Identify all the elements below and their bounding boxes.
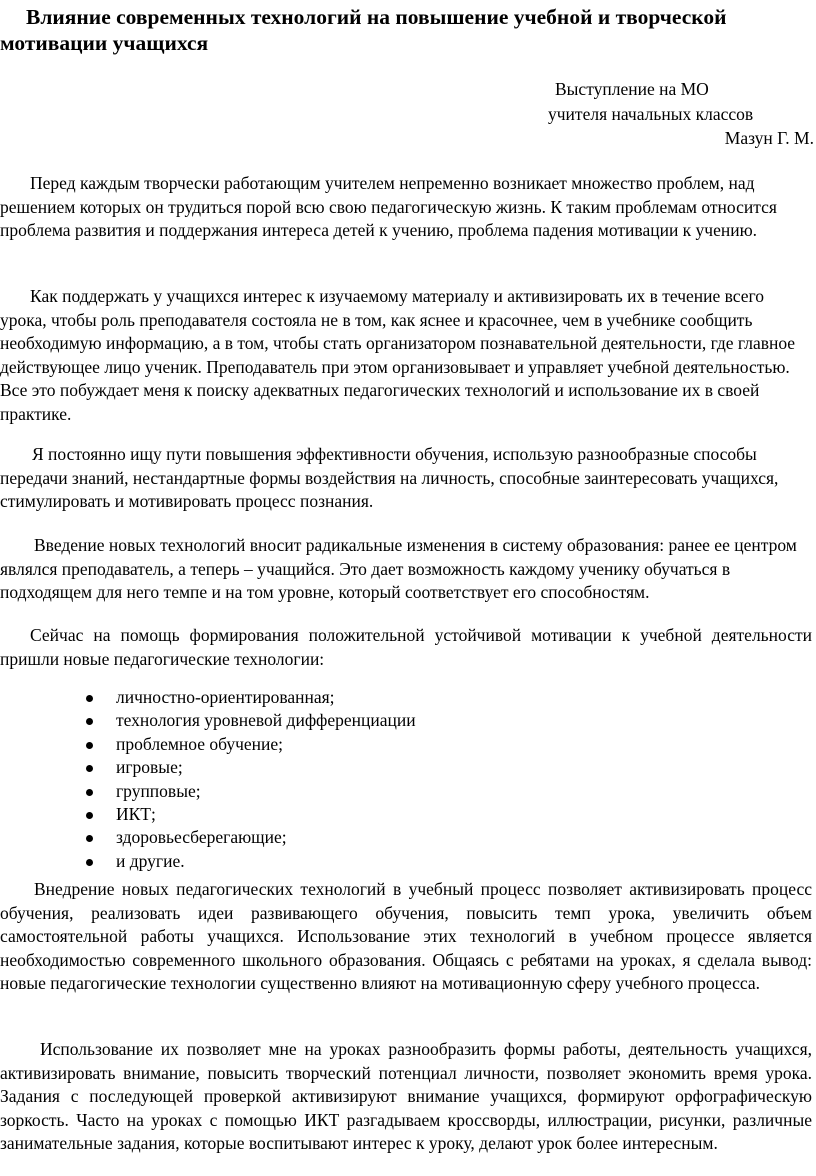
- paragraph-7: Использование их позволяет мне на уроках разнообразить формы работы, деятельность учащихся, активизировать внимание, повысить творческий потенциал личности, позволяет экономить время урока. Задания с последующей проверкой активизируют внимание учащихся, формируют орфографическую зоркость. Часто на уроках с помощью ИКТ разгадываем кроссворды, иллюстрации, рисунки, различные занимательные задания, которые воспитывают интерес к уроку, делают урок более интересным.: [0, 1039, 812, 1153]
- list-item: игровые;: [0, 756, 416, 779]
- paragraph-3: Я постоянно ищу пути повышения эффективности обучения, использую разнообразные способы передачи знаний, нестандартные формы воздействия на личность, способные заинтересовать учащихся, стимулировать и мотивировать процесс познания.: [0, 444, 779, 511]
- document-title: Влияние современных технологий на повышение учебной и творческой мотивации учащихся: [0, 5, 727, 55]
- paragraph-2: Как поддержать у учащихся интерес к изучаемому материалу и активизировать их в течение всего урока, чтобы роль преподавателя состояла не в том, как яснее и красочнее, чем в учебнике сообщить необходимую информацию, а в том, чтобы стать организатором познавательной деятельности, где главное действующее лицо ученик. Преподаватель при этом организовывает и управляет учебной деятельностью. Все это побуждает меня к поиску адекватных педагогических технологий и использование их в своей практике.: [0, 286, 796, 424]
- author-line-3: Мазун Г. М.: [724, 128, 814, 148]
- bullet-icon: [86, 835, 93, 842]
- list-item: личностно-ориентированная;: [0, 686, 416, 709]
- paragraph-6: Внедрение новых педагогических технологий в учебный процесс позволяет активизировать процесс обучения, реализовать идеи развивающего обучения, повысить темп урока, увеличить объем самостоятельной работы учащихся. Использование этих технологий в учебном процессе является необходимостью современного школьного образования. Общаясь с ребятами на уроках, я сделала вывод: новые педагогические технологии существенно влияют на мотивационную сферу учебного процесса.: [0, 879, 812, 993]
- list-item: групповые;: [0, 780, 416, 803]
- paragraph-4: Введение новых технологий вносит радикальные изменения в систему образования: ранее ее центром являлся преподаватель, а теперь – учащийся. Это дает возможность каждому ученику обучаться в подходящем для него темпе и на том уровне, который соответствует его способностям.: [0, 535, 797, 602]
- list-item: и другие.: [0, 850, 416, 873]
- bullet-icon: [86, 859, 93, 866]
- bullet-icon: [86, 695, 93, 702]
- paragraph-5: Сейчас на помощь формирования положительной устойчивой мотивации к учебной деятельности пришли новые педагогические технологии:: [0, 625, 812, 669]
- paragraph-1: Перед каждым творчески работающим учителем непременно возникает множество проблем, над решением которых он трудиться порой всю свою педагогическую жизнь. К таким проблемам относится проблема развития и поддержания интереса детей к учению, проблема падения мотивации к учению.: [0, 173, 777, 240]
- bullet-icon: [86, 718, 93, 725]
- bullet-icon: [86, 812, 93, 819]
- author-line-2: учителя начальных классов: [548, 104, 754, 124]
- list-item: здоровьесберегающие;: [0, 826, 416, 849]
- list-item: проблемное обучение;: [0, 733, 416, 756]
- list-item: технология уровневой дифференциации: [0, 709, 416, 732]
- author-line-1: Выступление на МО: [555, 79, 709, 99]
- technology-list: [0, 686, 416, 873]
- bullet-icon: [86, 742, 93, 749]
- bullet-icon: [86, 789, 93, 796]
- list-item: ИКТ;: [0, 803, 416, 826]
- bullet-icon: [86, 765, 93, 772]
